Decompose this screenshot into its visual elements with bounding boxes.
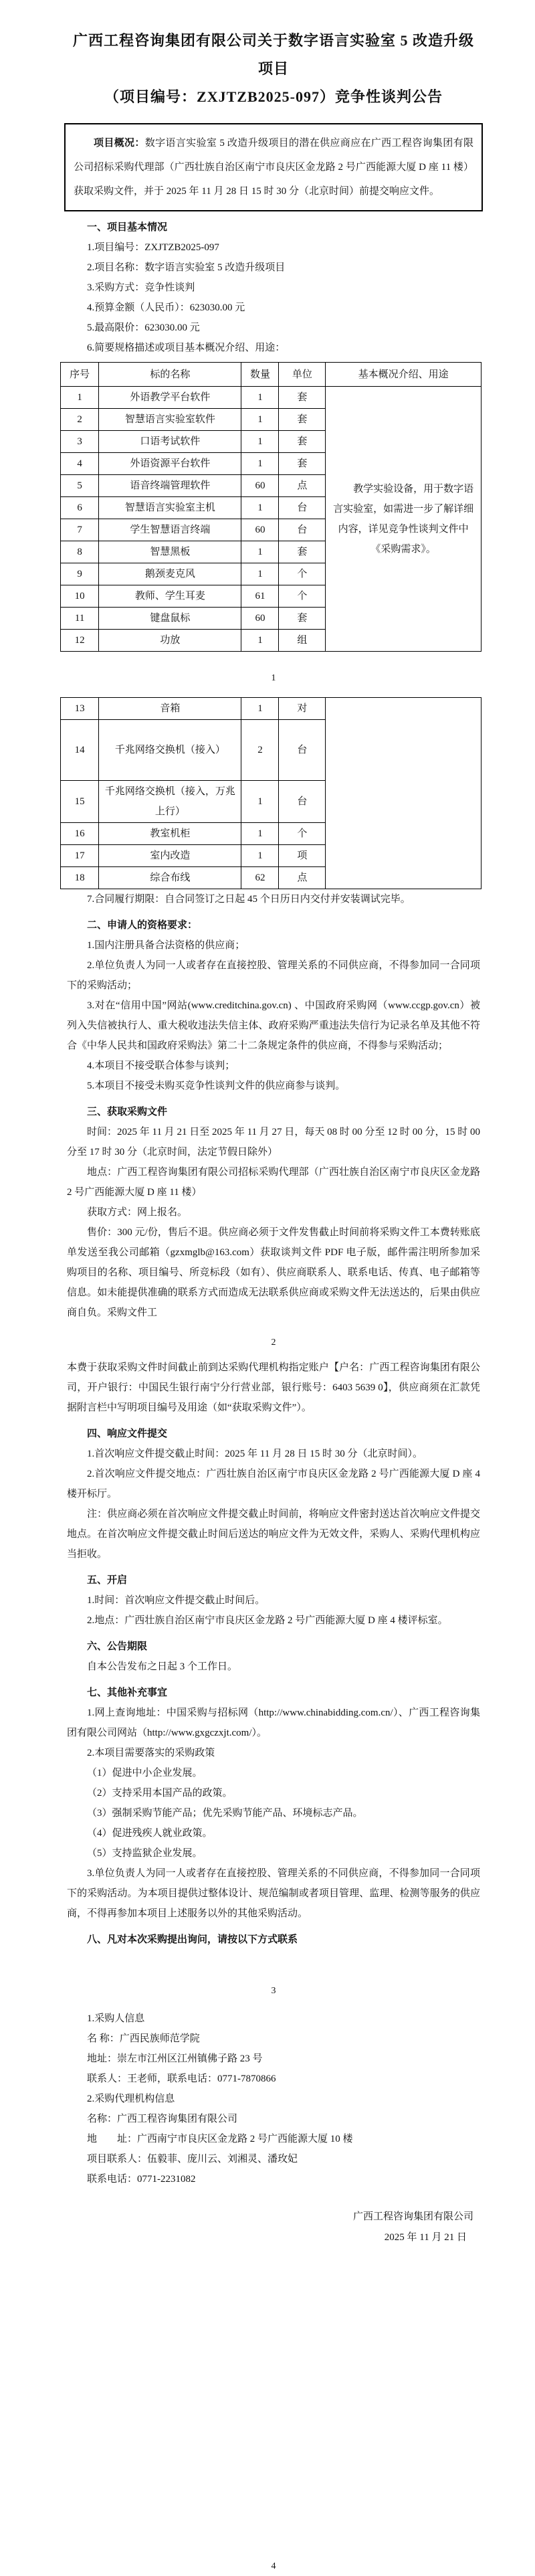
doc-title-line: （项目编号：ZXJTZB2025-097）竞争性谈判公告 [104,88,443,105]
table-desc-cell [326,698,481,889]
table-cell: 16 [61,823,99,845]
section-heading: 四、响应文件提交 [87,1429,168,1439]
table-cell: 1 [241,823,279,845]
table-cell: 智慧语言实验室主机 [99,497,241,519]
table-cell: 1 [241,453,279,475]
table-cell: 1 [241,431,279,453]
table-cell: 个 [279,563,326,585]
table-cell: 3 [61,431,99,453]
section-heading: 五、开启 [87,1575,128,1586]
table-cell: 4 [61,453,99,475]
table-cell: 室内改造 [99,845,241,867]
paragraph: 联系人：王老师，联系电话：0771-7870866 [87,2074,276,2084]
paragraph: 2.采购代理机构信息 [87,2094,175,2104]
table-cell: 功放 [99,630,241,652]
paragraph: 5.最高限价：623030.00 元 [87,323,200,333]
table-cell: 教室机柜 [99,823,241,845]
paragraph: 1.首次响应文件提交截止时间：2025 年 11 月 28 日 15 时 30 分（北京时间）。 [87,1449,423,1459]
paragraph: 获取方式：网上报名。 [87,1207,188,1218]
table-cell: 智慧语言实验室软件 [99,409,241,431]
paragraph: 时间：2025 年 11 月 21 日至 2025 年 11 月 27 日，每天 08 时 00 分至 12 时 00 分，15 时 00 分至 17 时 30 分（北京时间，法定节假日除外） [67,1127,480,1158]
table-cell: 1 [241,497,279,519]
page-number: 4 [271,2561,276,2571]
table-cell: 1 [241,409,279,431]
paragraph: 1.项目编号：ZXJTZB2025-097 [87,242,219,253]
signature-line: 广西工程咨询集团有限公司 [352,2211,473,2222]
paragraph: 售价：300 元/份，售后不退。供应商必须于文件发售截止时间前将采购文件工本费转账底单发送至我公司邮箱（gzxmglb@163.com）获取谈判文件 PDF 电子版，邮件需注明所参加采购项目的名称、项目编号、所竞标段（如有）、供应商联系人、联系电话、传真、电子邮箱等信息。如未能提供准确的联系方式而造成无法联系供应商或采购文件无法送达的，后果由供应商自负。采购文件工 [67,1227,480,1318]
table-cell: 千兆网络交换机（接入） [99,720,241,781]
paragraph: 地点：广西工程咨询集团有限公司招标采购代理部（广西壮族自治区南宁市良庆区金龙路 2 号广西能源大厦 D 座 11 楼） [67,1167,480,1198]
paragraph: （4）促进残疾人就业政策。 [87,1828,213,1839]
table-cell: 1 [241,630,279,652]
table-cell: 个 [279,823,326,845]
paragraph: 3.对在“信用中国”网站(www.creditchina.gov.cn) 、中国政府采购网（www.ccgp.gov.cn）被列入失信被执行人、重大税收违法失信主体、政府采购严重违法失信行为记录名单及其他不符合《中华人民共和国政府采购法》第二十二条规定条件的供应商，不得参与采购活动； [67,1000,480,1051]
table-cell: 套 [279,409,326,431]
table-cell: 套 [279,541,326,563]
paragraph: 3.单位负责人为同一人或者存在直接控股、管理关系的不同供应商，不得参加同一合同项下的采购活动。为本项目提供过整体设计、规范编制或者项目管理、监理、检测等服务的供应商，不得再参加本项目上述服务以外的其他采购活动。 [67,1868,480,1919]
table-cell: 2 [241,720,279,781]
paragraph: 3.采购方式：竞争性谈判 [87,282,195,293]
paragraph: 2.本项目需要落实的采购政策 [87,1748,215,1758]
page-number: 1 [271,673,276,683]
paragraph: 2.地点：广西壮族自治区南宁市良庆区金龙路 2 号广西能源大厦 D 座 4 楼评标室。 [87,1615,448,1626]
table-cell: 套 [279,387,326,409]
table-cell: 1 [241,845,279,867]
paragraph: （3）强制采购节能产品；优先采购节能产品、环境标志产品。 [87,1808,363,1819]
table-row [61,387,481,409]
table-cell: 7 [61,519,99,541]
table-cell: 2 [61,409,99,431]
paragraph: 地 址：广西南宁市良庆区金龙路 2 号广西能源大厦 10 楼 [87,2134,353,2144]
table-cell: 14 [61,720,99,781]
paragraph: 1.采购人信息 [87,2013,145,2024]
paragraph: 地址：崇左市江州区江州镇佛子路 23 号 [87,2053,263,2064]
paragraph: 项目联系人：伍毅菲、庞川云、刘湘灵、潘玫妃 [87,2154,298,2165]
paragraph: 6.简要规格描述或项目基本概况介绍、用途： [87,343,286,353]
paragraph: 4.预算金额（人民币）：623030.00 元 [87,302,245,313]
paragraph: 自本公告发布之日起 3 个工作日。 [87,1661,238,1672]
paragraph: （2）支持采用本国产品的政策。 [87,1788,233,1799]
table-cell: 62 [241,867,279,889]
table-row [61,698,481,720]
table-header-cell: 标的名称 [99,363,241,387]
table-cell: 1 [241,698,279,720]
section-heading: 八、凡对本次采购提出询问，请按以下方式联系 [87,1934,298,1945]
overview-label: 项目概况： [94,138,145,149]
spec-table [60,697,481,889]
paragraph: 5.本项目不接受未购买竞争性谈判文件的供应商参与谈判。 [87,1081,346,1091]
section-heading: 六、公告期限 [87,1641,148,1652]
section-heading: 七、其他补充事宜 [87,1687,168,1698]
table-cell: 套 [279,453,326,475]
table-cell: 12 [61,630,99,652]
table-cell: 60 [241,519,279,541]
table-cell: 1 [241,781,279,823]
paragraph: 2.项目名称：数字语言实验室 5 改造升级项目 [87,262,286,273]
paragraph: 1.时间：首次响应文件提交截止时间后。 [87,1595,265,1606]
table-header-cell: 数量 [241,363,279,387]
table-cell: 鹅颈麦克风 [99,563,241,585]
table-cell: 台 [279,781,326,823]
table-cell: 6 [61,497,99,519]
table-header-cell: 序号 [61,363,99,387]
table-cell: 台 [279,720,326,781]
paragraph: 本费于获取采购文件时间截止前到达采购代理机构指定账户【户名：广西工程咨询集团有限公司，开户银行：中国民生银行南宁分行营业部，银行账号：6403 5639 0】，供应商须在汇款凭据附言栏中写明项目编号及用途（如“获取采购文件”）。 [67,1362,480,1413]
table-cell: 外语教学平台软件 [99,387,241,409]
table-cell: 8 [61,541,99,563]
table-cell: 10 [61,585,99,608]
table-cell: 60 [241,608,279,630]
table-cell: 组 [279,630,326,652]
table-cell: 17 [61,845,99,867]
paragraph: 2.首次响应文件提交地点：广西壮族自治区南宁市良庆区金龙路 2 号广西能源大厦 D 座 4 楼开标厅。 [67,1469,480,1499]
paragraph: 名称：广西工程咨询集团有限公司 [87,2114,238,2124]
table-cell: 项 [279,845,326,867]
table-cell: 9 [61,563,99,585]
table-cell: 个 [279,585,326,608]
table-cell: 对 [279,698,326,720]
paragraph: 1.网上查询地址：中国采购与招标网（http://www.chinabidding.com.cn/）、广西工程咨询集团有限公司网站（http://www.gxgczxjt.com/）。 [67,1708,480,1738]
table-cell: 学生智慧语言终端 [99,519,241,541]
table-cell: 教师、学生耳麦 [99,585,241,608]
table-cell: 15 [61,781,99,823]
page-number: 2 [271,1338,276,1348]
table-cell: 61 [241,585,279,608]
overview-text: 数字语言实验室 5 改造升级项目的潜在供应商应在广西工程咨询集团有限公司招标采购代理部（广西壮族自治区南宁市良庆区金龙路 2 号广西能源大厦 D 座 11 楼）获取采购文件，并于 2025 年 11 月 28 日 15 时 30 分（北京时间）前提交响应文件。 [74,138,473,197]
table-cell: 18 [61,867,99,889]
table-cell: 口语考试软件 [99,431,241,453]
table-cell: 台 [279,519,326,541]
table-cell: 1 [241,387,279,409]
paragraph: 1.国内注册具备合法资格的供应商； [87,940,245,951]
table-cell: 套 [279,431,326,453]
table-desc-cell: 教学实验设备，用于数字语言实验室，如需进一步了解详细内容，详见竞争性谈判文件中《采购需求》。 [326,387,481,652]
spec-table [60,362,481,652]
paragraph: 2.单位负责人为同一人或者存在直接控股、管理关系的不同供应商，不得参加同一合同项下的采购活动； [67,960,480,991]
table-cell: 点 [279,867,326,889]
table-cell: 60 [241,475,279,497]
table-cell: 点 [279,475,326,497]
paragraph: （1）促进中小企业发展。 [87,1768,203,1778]
table-cell: 1 [61,387,99,409]
table-cell: 11 [61,608,99,630]
section-heading: 三、获取采购文件 [87,1107,168,1117]
table-cell: 音箱 [99,698,241,720]
paragraph: 联系电话：0771-2231082 [87,2174,196,2185]
table-cell: 语音终端管理软件 [99,475,241,497]
paragraph: 4.本项目不接受联合体参与谈判； [87,1061,235,1071]
table-cell: 1 [241,563,279,585]
paragraph: 名 称：广西民族师范学院 [87,2033,200,2044]
table-cell: 千兆网络交换机（接入，万兆上行） [99,781,241,823]
table-cell: 键盘鼠标 [99,608,241,630]
overview-paragraph [74,131,473,203]
table-cell: 13 [61,698,99,720]
table-cell: 套 [279,608,326,630]
table-header-cell: 基本概况介绍、用途 [326,363,481,387]
overview-box [64,123,483,211]
table-header-cell: 单位 [279,363,326,387]
signature-line: 2025 年 11 月 21 日 [384,2232,467,2243]
table-header-row [61,363,481,387]
table-cell: 5 [61,475,99,497]
section-heading: 二、申请人的资格要求： [87,920,198,931]
table-cell: 1 [241,541,279,563]
table-cell: 综合布线 [99,867,241,889]
paragraph: 7.合同履行期限：自合同签订之日起 45 个日历日内交付并安装调试完毕。 [87,894,411,905]
table-cell: 智慧黑板 [99,541,241,563]
paragraph: 注：供应商必须在首次响应文件提交截止时间前，将响应文件密封送达首次响应文件提交地点。在首次响应文件提交截止时间后送达的响应文件为无效文件，采购人、采购代理机构应当拒收。 [67,1509,480,1560]
paragraph: （5）支持监狱企业发展。 [87,1848,203,1859]
table-cell: 台 [279,497,326,519]
doc-title-line: 广西工程咨询集团有限公司关于数字语言实验室 5 改造升级项目 [72,32,474,77]
section-heading: 一、项目基本情况 [87,222,168,233]
table-cell: 外语资源平台软件 [99,453,241,475]
page-number: 3 [271,1986,276,1996]
